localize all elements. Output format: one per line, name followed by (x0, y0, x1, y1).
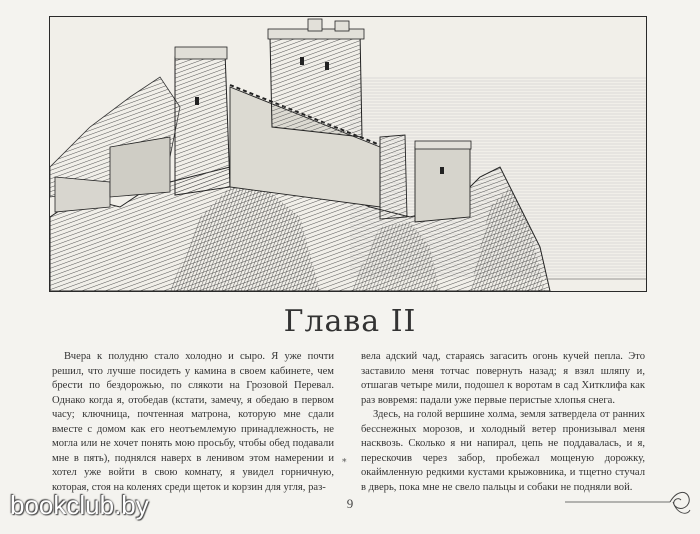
ornament-flourish-icon (565, 482, 695, 522)
paragraph: Здесь, на голой вершине холма, земля затвердела от ранних бесснежных морозов, и холодный ветер пронизывал меня насквозь. Сколько я ни напирал, цепь не поддавалась, и я, перескочив через забор, пробежал мощеную дорожку, окаймленную редкими кустами крыжовника, и тщетно стучал в дверь, пока мне не свело пальцы и собаки не подняли вой. (361, 409, 645, 493)
page-number: 9 (346, 496, 354, 511)
text-column-right (361, 350, 645, 495)
margin-mark: * (342, 458, 347, 468)
chapter-title: Глава II (283, 304, 417, 339)
text-column-left (52, 350, 334, 495)
paragraph: вела адский чад, стараясь загасить огонь кучей пепла. Это заставило меня тотчас повернуть назад; я взял шляпу и, отшагав четыре мили, подошел к воротам в сад Хитклифа как раз вовремя: падали уже первые перистые хлопья снега. (361, 351, 645, 406)
watermark-logo: bookclub.by (10, 490, 149, 520)
castle-engraving-image (50, 17, 646, 291)
paragraph: Вчера к полудню стало холодно и сыро. Я уже почти решил, что лучше посидеть у камина в своем кабинете, чем брести по бездорожью, по слякоти на Грозовой Перевал. Однако когда я, отобедав (кстати, замечу, я обедаю в первом часу; ключница, почтенная матрона, которую мне сдали вместе с домом как его неотъемлемую принадлежность, не могла или не хочет понять мою просьбу, чтобы обед подавали мне в пять), поднялся наверх в ленивом этом намерении и хотел уже войти в свою комнату, я увидел горничную, которая, стоя на коленях среди щеток и корзин для угля, раз- (52, 351, 334, 493)
castle-illustration (49, 16, 647, 292)
